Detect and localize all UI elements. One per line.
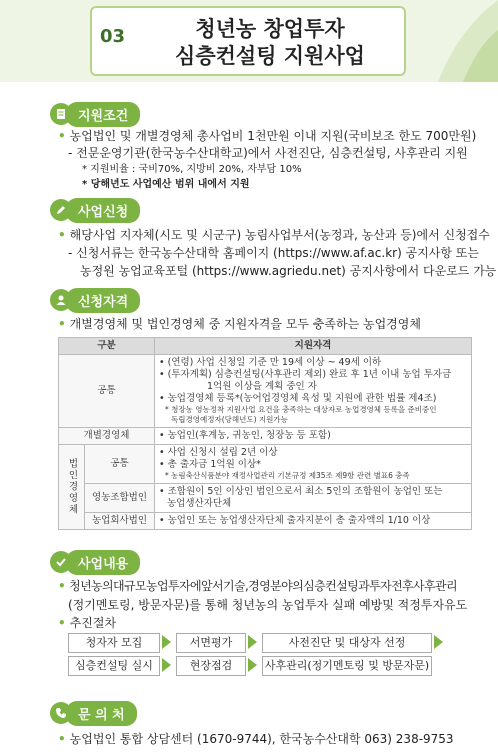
- row-label-individual: 개별경영체: [59, 428, 155, 445]
- content-line-3: • 추진절차: [58, 615, 116, 631]
- section-title: 신청자격: [66, 288, 140, 313]
- document-icon: [50, 103, 72, 125]
- row-content-common: [155, 355, 472, 428]
- common-note: * 청장농 영농정착 지원사업 요건을 충족하는 대상자로 농업경영체 등록을 준비중인: [165, 405, 437, 414]
- row-label-company: 농업회사법인: [85, 513, 155, 530]
- support-line-2: - 전문운영기관(한국농수산대학교)에서 사전진단, 심층컨설팅, 사후관리 지원: [68, 146, 468, 160]
- coop-item: 농업생산자단체: [167, 498, 232, 509]
- support-line-3: * 지원비율 : 국비70%, 지방비 20%, 자부담 10%: [82, 164, 302, 175]
- row-content-coop: [155, 484, 472, 513]
- table-header-row: [59, 338, 472, 355]
- table-row: [59, 484, 472, 513]
- page-title-line1: 청년농 창업투자: [195, 17, 345, 41]
- row-content-corp-common: [155, 445, 472, 484]
- row-content-company: • 농업인 또는 농업생산자단체 출자지분이 총 출자액의 1/10 이상: [155, 513, 472, 530]
- content-line-1: • 청년농의대규모농업투자에앞서기술,경영분야의심층컨설팅과투자전후사후관리: [58, 578, 457, 594]
- section-title: 문 의 처: [66, 701, 137, 726]
- content-line-2: (정기멘토링, 방문자문)를 통해 청년농의 농업투자 실패 예방및 적정투자유도: [68, 598, 468, 612]
- person-icon: [50, 289, 72, 311]
- leaf-decoration-icon: [418, 0, 498, 82]
- apply-line-1: • 해당사업 지자체(시도 및 시군구) 농림사업부서(농정과, 농산과 등)에서 신청접수: [58, 227, 490, 243]
- corp-common-item: • 총 출자금 1억원 이상*: [159, 459, 261, 470]
- section-heading-contact: [50, 702, 137, 724]
- row-label-coop: 영농조합법인: [85, 484, 155, 513]
- apply-line-3: 농정원 농업교육포털 (https://www.agriedu.net) 공지사항에서 다운로드 가능: [80, 264, 497, 278]
- process-step: 서면평가: [176, 633, 246, 653]
- pencil-icon: [50, 199, 72, 221]
- common-item: • (연령) 사업 신청일 기준 만 19세 이상 ~ 49세 이하: [159, 357, 382, 368]
- process-step: 청자자 모집: [68, 633, 160, 653]
- section-heading-apply: [50, 199, 140, 221]
- arrow-right-icon: [162, 658, 171, 672]
- section-heading-content: [50, 551, 140, 573]
- row-label-corporate: 법인경영체: [59, 445, 85, 530]
- corp-common-item: • 사업 신청시 설립 2년 이상: [159, 447, 278, 458]
- support-line-4: * 당해년도 사업예산 범위 내에서 지원: [82, 179, 250, 190]
- section-heading-eligibility: [50, 289, 140, 311]
- row-label-corp-common: 공통: [85, 445, 155, 484]
- row-label-common: 공통: [59, 355, 155, 428]
- support-line-1: • 농업법인 및 개별경영체 총사업비 1천만원 이내 지원(국비보조 한도 700만원): [58, 128, 476, 144]
- table-row: [59, 513, 472, 530]
- arrow-right-icon: [248, 635, 257, 649]
- arrow-right-icon: [162, 635, 171, 649]
- section-title: 지원조건: [66, 102, 140, 127]
- process-step: 현장점검: [176, 656, 246, 676]
- table-row: [59, 428, 472, 445]
- coop-item: • 조합원이 5인 이상인 법인으로서 최소 5인의 조합원이 농업인 또는: [159, 486, 443, 497]
- apply-line-2: - 신청서류는 한국농수산대학 홈페이지 (https://www.af.ac.kr) 공지사항 또는: [68, 246, 479, 260]
- contact-line-1: • 농업법인 통합 상담센터 (1670-9744), 한국농수산대학 063) 238-9753: [58, 731, 454, 747]
- section-heading-support: [50, 103, 140, 125]
- table-row: [59, 445, 472, 484]
- page-title-line2: 심층컨설팅 지원사업: [175, 44, 365, 68]
- phone-icon: [50, 702, 72, 724]
- table-header-qualification: 지원자격: [155, 338, 472, 355]
- eligibility-line-1: • 개별경영체 및 법인경영체 중 지원자격을 모두 충족하는 농업경영체: [58, 316, 421, 332]
- table-row: [59, 355, 472, 428]
- common-note: 독립경영예정자(당해년도) 지원가능: [171, 415, 288, 424]
- arrow-right-icon: [434, 635, 443, 649]
- check-icon: [50, 551, 72, 573]
- arrow-right-icon: [248, 658, 257, 672]
- table-header-category: 구분: [59, 338, 155, 355]
- corp-common-note: * 농림축산식품분야 재정사업관리 기본규정 제35조 제9항 관련 별표6 충족: [165, 471, 410, 480]
- common-item: • (투자계획) 심층컨설팅(사후관리 제외) 완료 후 1년 이내 농업 투자금: [159, 369, 452, 380]
- process-step: 사전진단 및 대상자 선정: [262, 633, 432, 653]
- common-item: • 농업경영체 등록*(농어업경영체 육성 및 지원에 관한 법률 제4조): [159, 393, 437, 404]
- eligibility-table: [58, 337, 472, 530]
- section-title: 사업내용: [66, 550, 140, 575]
- common-item: 1억원 이상을 계획 중인 자: [207, 381, 317, 392]
- section-number: 03: [100, 26, 126, 47]
- process-step: 심층컨설팅 실시: [68, 656, 160, 676]
- page-header: [0, 0, 498, 86]
- row-content-individual: • 농업인(후계농, 귀농인, 청장농 등 포함): [155, 428, 472, 445]
- section-title: 사업신청: [66, 198, 140, 223]
- process-step: 사후관리(정기멘토링 및 방문자문): [262, 656, 432, 676]
